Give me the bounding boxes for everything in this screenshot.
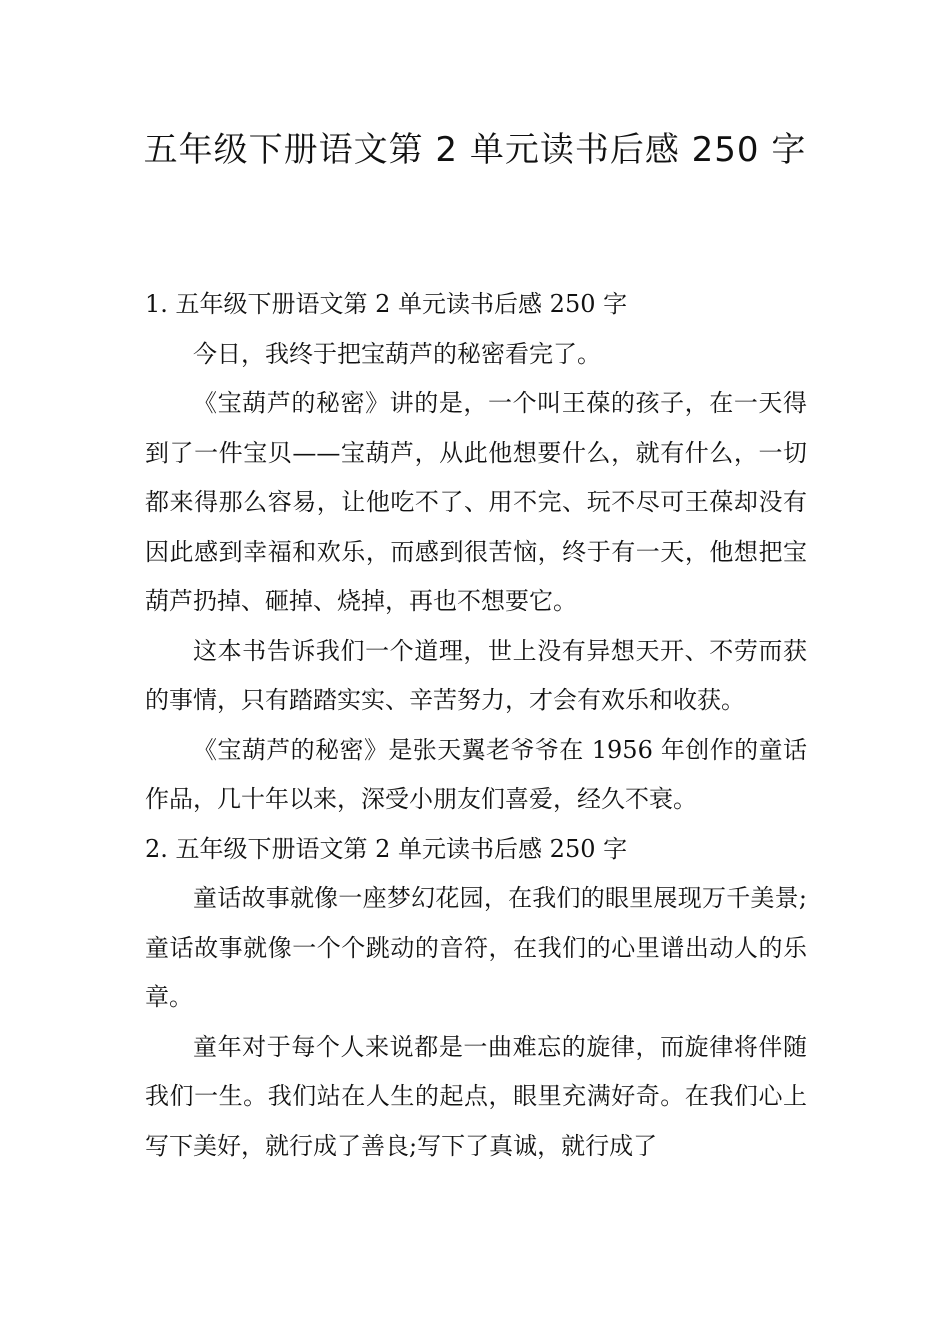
document-body	[145, 280, 807, 1171]
paragraph: 《宝葫芦的秘密》是张天翼老爷爷在 1956 年创作的童话作品，几十年以来，深受小朋友们喜爱，经久不衰。	[145, 735, 807, 813]
section-heading: 1. 五年级下册语文第 2 单元读书后感 250 字	[145, 290, 628, 318]
paragraph: 这本书告诉我们一个道理，世上没有异想天开、不劳而获的事情，只有踏踏实实、辛苦努力，才会有欢乐和收获。	[145, 636, 807, 714]
paragraph: 今日，我终于把宝葫芦的秘密看完了。	[193, 339, 601, 368]
section-heading: 2. 五年级下册语文第 2 单元读书后感 250 字	[145, 834, 628, 863]
section-1	[145, 280, 807, 825]
section-2	[145, 825, 807, 1172]
document-title: 五年级下册语文第 2 单元读书后感 250 字	[143, 130, 807, 170]
paragraph: 《宝葫芦的秘密》讲的是，一个叫王葆的孩子，在一天得到了一件宝贝——宝葫芦，从此他想要什么，就有什么，一切都来得那么容易，让他吃不了、用不完、玩不尽可王葆却没有因此感到幸福和欢乐，而感到很苦恼，终于有一天，他想把宝葫芦扔掉、砸掉、烧掉，再也不想要它。	[145, 389, 807, 615]
paragraph: 童话故事就像一座梦幻花园，在我们的眼里展现万千美景;童话故事就像一个个跳动的音符，在我们的心里谱出动人的乐章。	[145, 884, 807, 1011]
paragraph: 童年对于每个人来说都是一曲难忘的旋律，而旋律将伴随我们一生。我们站在人生的起点，眼里充满好奇。在我们心上写下美好，就行成了善良;写下了真诚，就行成了	[145, 1032, 807, 1160]
